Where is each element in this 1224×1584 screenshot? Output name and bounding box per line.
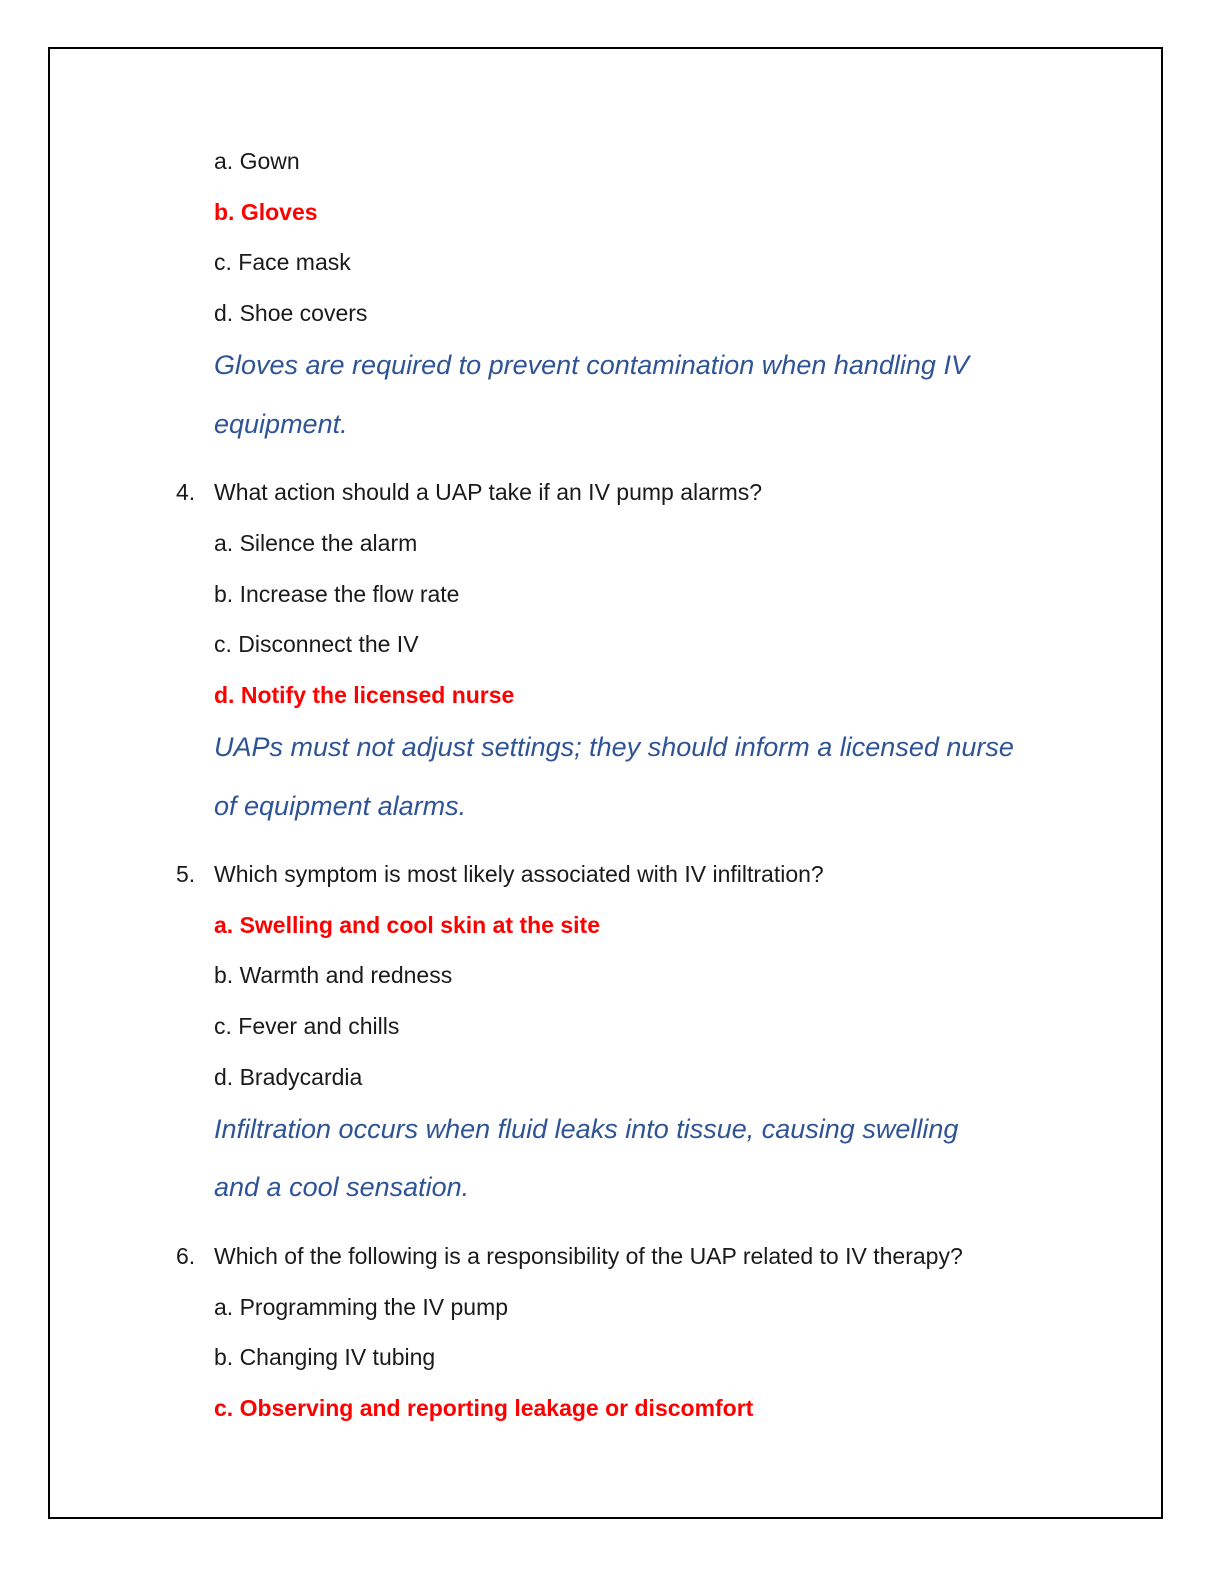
- q3-explanation-line1: Gloves are required to prevent contamination when handling IV: [214, 350, 969, 380]
- q5-option-d: d. Bradycardia: [214, 1064, 363, 1090]
- q3-explanation-line2: equipment.: [214, 409, 348, 439]
- q6-option-c-correct: c. Observing and reporting leakage or discomfort: [214, 1395, 754, 1421]
- q4-explanation-line1: UAPs must not adjust settings; they should inform a licensed nurse: [214, 732, 1014, 762]
- q3-option-a: a. Gown: [214, 148, 300, 174]
- q6-question: Which of the following is a responsibility of the UAP related to IV therapy?: [214, 1243, 963, 1269]
- q4-question: What action should a UAP take if an IV pump alarms?: [214, 479, 763, 505]
- q5-option-a-correct: a. Swelling and cool skin at the site: [214, 912, 600, 938]
- q4-option-b: b. Increase the flow rate: [214, 581, 460, 607]
- q4-explanation-line2: of equipment alarms.: [214, 791, 467, 821]
- q4-option-d-correct: d. Notify the licensed nurse: [214, 682, 515, 708]
- q4-option-c: c. Disconnect the IV: [214, 631, 419, 657]
- q5-option-b: b. Warmth and redness: [214, 962, 453, 988]
- q3-option-c: c. Face mask: [214, 249, 351, 275]
- q5-explanation-line1: Infiltration occurs when fluid leaks into tissue, causing swelling: [214, 1114, 959, 1144]
- q5-option-c: c. Fever and chills: [214, 1013, 400, 1039]
- q4-option-a: a. Silence the alarm: [214, 530, 418, 556]
- q5-question: Which symptom is most likely associated with IV infiltration?: [214, 861, 824, 887]
- q5-number: 5.: [176, 861, 196, 887]
- q3-option-b-correct: b. Gloves: [214, 199, 318, 225]
- q6-option-b: b. Changing IV tubing: [214, 1344, 436, 1370]
- q3-option-d: d. Shoe covers: [214, 300, 368, 326]
- q4-number: 4.: [176, 479, 196, 505]
- q5-explanation-line2: and a cool sensation.: [214, 1172, 470, 1202]
- q6-option-a: a. Programming the IV pump: [214, 1294, 509, 1320]
- q6-number: 6.: [176, 1243, 196, 1269]
